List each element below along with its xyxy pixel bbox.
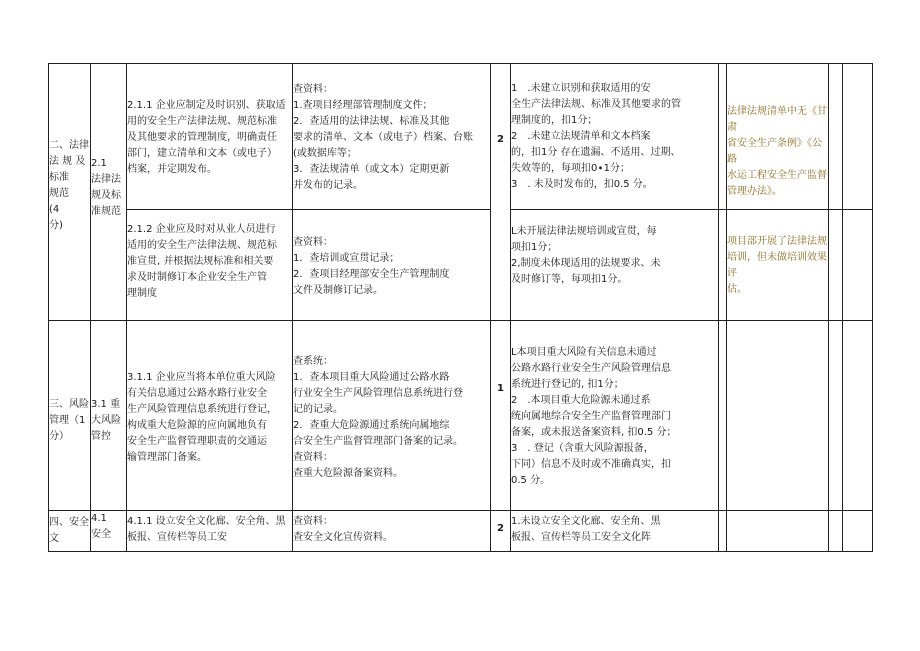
table-row <box>49 210 873 321</box>
remark-cell: 法律法规清单中无《甘肃 省安全生产条例》《公路 水运工程安全生产监督 管理办法》。 <box>727 64 829 210</box>
score-cell: 1 <box>491 321 511 511</box>
table-row <box>49 511 873 552</box>
empty-cell <box>829 511 843 552</box>
result-cell <box>719 64 727 210</box>
standard-requirement-cell: 2.1.1 企业应制定及时识别、获取适 用的安全生产法律法规、规范标准 及其他要求的管理制度，明确责任 部门，建立清单和文本（或电子） 档案，并定期发布。 <box>127 64 293 210</box>
remark-cell: 项目部开展了法律法规 培训，但未做培训效果评 估。 <box>727 210 829 321</box>
standard-requirement-cell: 2.1.2 企业应及时对从业人员进行 适用的安全生产法律法规、规范标 准宣贯, 并根据法规标准和相关要 求及时制修订本企业安全生产管 理制度 <box>127 210 293 321</box>
result-cell <box>719 511 727 552</box>
assessment-method-cell: 查资料： 查安全文化宣传资料。 <box>293 511 491 552</box>
assessment-area-cell: 三、风险 管理（1 分） <box>49 321 91 511</box>
remark-cell <box>727 321 829 511</box>
standard-requirement-cell: 4.1.1 设立安全文化廊、安全角、黑 板报、宣传栏等员工安 <box>127 511 293 552</box>
assessment-item-cell: 2.1 法律法 规及标 准规范 <box>91 64 127 321</box>
assessment-area-cell: 四、安全 文 <box>49 511 91 552</box>
assessment-item-cell: 4.1 安全 <box>91 511 127 552</box>
assessment-item-cell: 3.1 重 大风险 管控 <box>91 321 127 511</box>
evaluation-table <box>48 63 873 552</box>
remark-cell <box>727 511 829 552</box>
empty-cell <box>843 511 873 552</box>
result-cell <box>719 321 727 511</box>
empty-cell <box>829 210 843 321</box>
score-cell: 2 <box>491 64 511 321</box>
result-cell <box>719 210 727 321</box>
empty-cell <box>843 210 873 321</box>
assessment-method-cell: 查资料： 1．查培训或宣贯记录； 2．查项目经理部安全生产管理制度 文件及制修订记录。 <box>293 210 491 321</box>
empty-cell <box>829 321 843 511</box>
empty-cell <box>843 321 873 511</box>
empty-cell <box>829 64 843 210</box>
scoring-criteria-cell: 1 .未建立识别和获取适用的安 全生产法律法规、标准及其他要求的管 理制度的，扣1分； 2 .未建立法规清单和文本档案 的，扣1分 存在遗漏、不适用、过期、 失效等的，每项扣0∙1分； 3 . 未及时发布的，扣0.5 分。 <box>511 64 719 210</box>
standard-requirement-cell: 3.1.1 企业应当将本单位重大风险 有关信息通过公路水路行业安全 生产风险管理信息系统进行登记， 构成重大危险源的应向属地负有 安全生产监督管理职责的交通运 输管理部门备案。 <box>127 321 293 511</box>
assessment-method-cell: 查资料： 1.查项目经理部管理制度文件； 2．查适用的法律法规、标准及其他 要求的清单、文本（或电子）档案、台账 (或数据库等； 3．查法规清单（或文本）定期更新 并发布的记录。 <box>293 64 491 210</box>
empty-cell <box>843 64 873 210</box>
assessment-method-cell: 查系统： 1．查本项目重大风险通过公路水路 行业安全生产风险管理信息系统进行登 记的记录。 2．查重大危险源通过系统向属地综 合安全生产监督管理部门备案的记录。 查资料： 查重大危险源备案资料。 <box>293 321 491 511</box>
table-row <box>49 321 873 511</box>
scoring-criteria-cell: 1.未设立安全文化廊、安全角、黑 板报、宣传栏等员工安全文化阵 <box>511 511 719 552</box>
table-row <box>49 64 873 210</box>
assessment-area-cell: 二、法律 法 规 及 标准 规范 (4 分) <box>49 64 91 321</box>
score-cell: 2 <box>491 511 511 552</box>
scoring-criteria-cell: L本项目重大风险有关信息未通过 公路水路行业安全生产风险管理信息 系统进行登记的, 扣1分； 2 .本项目重大危险源未通过系 统向属地综合安全生产监督管理部门 备案，或未报送备案资料, 扣0.5 分； 3 . 登记（含重大风险源报备， 下同）信息不及时或不准确真实，扣 0.5 分。 <box>511 321 719 511</box>
scoring-criteria-cell: L未开展法律法规培训或宣贯，每 项扣1分； 2,制度未体现适用的法规要求、未 及时修订等，每项扣1分。 <box>511 210 719 321</box>
